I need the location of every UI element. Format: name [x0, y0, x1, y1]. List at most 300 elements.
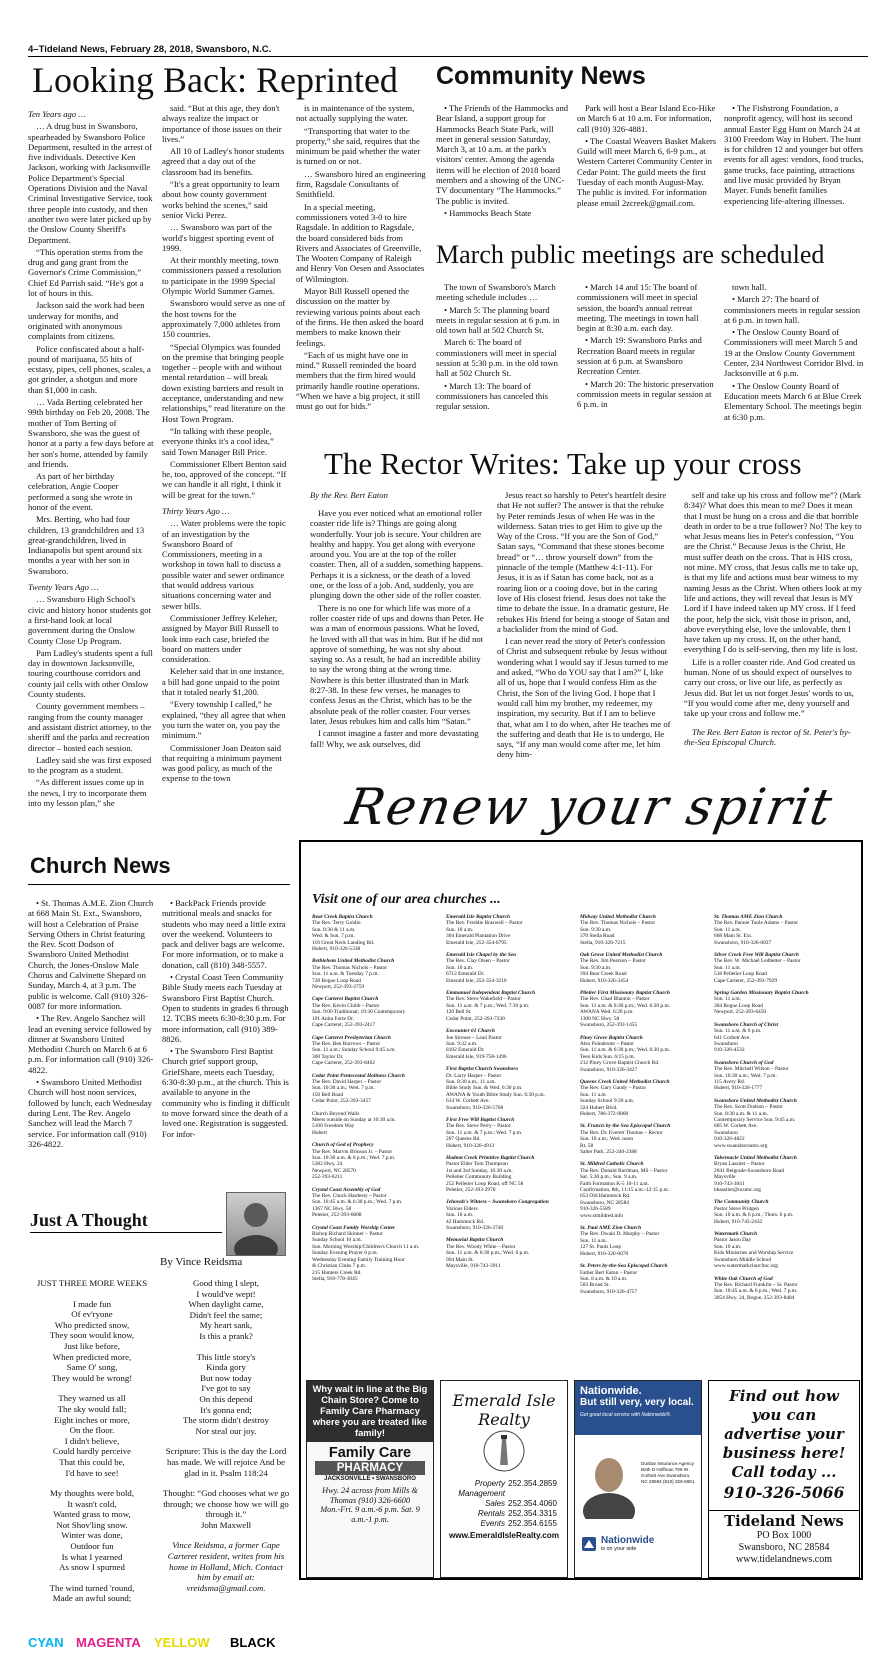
church-detail: Sun. 8 a.m. & 10 a.m. — [580, 1275, 628, 1282]
church-detail: The Rev. Chuck Hardesty – Pastor — [312, 1193, 387, 1200]
paragraph: Jesus react so harshly to Peter's heartfelt desire that He not suffer? The answer is that the rebuke by Peter reminds Jesus of when He was in the wilderness. Satan tries to get Him to give up the Way of the Cross. “If you are the Son of God,” Satan says, “Command that these stones become bread” or “… throw yourself down” from the pinnacle of the temple (Matthew 4:1-11). For Jesus, it is as if Satan has come back, not as a roaring lion or a cooing dove, but in the caring love of His closest friend. Jesus does not take the time to debate the issue. In a dramatic gesture, He rebukes His friend for being a stooge of Satan and a backslider from the mind of God. — [497, 490, 670, 634]
church-detail: AWANA Wed. 6:20 p.m. — [580, 1009, 634, 1016]
paragraph: • March 19: Swansboro Parks and Recreation Board meets in regular session at 6 p.m. at Swansboro Recreation Center. — [577, 335, 702, 377]
church-detail: Sun. 10 a.m. — [446, 964, 474, 971]
paragraph: Police confiscated about a half-pound of marijuana, 55 hits of ecstasy, pipes, cell phones, scales, a got grinder, a shotgun and more than $1,000 in cash. — [28, 343, 151, 395]
church-detail: 304 Bogue Loop Road — [714, 1002, 763, 1009]
church-listing — [312, 1111, 440, 1137]
realty-phone-label: Property Management — [458, 1479, 505, 1498]
church-detail: 1367 NC Hwy. 58 — [312, 1205, 352, 1212]
paragraph: In a special meeting, commissioners voted 3-0 to hire Ragsdale. In addition to Ragsdale, the board considered bids from Rivers and Associates of Greenville, The Wooten Company of Raleigh and Henry Von Oesen and Associates of Wilmington. — [296, 201, 425, 284]
church-name: Spring Garden Missionary Baptist Church — [714, 990, 809, 997]
paragraph: “In talking with these people, everyone thinks it's a cool idea,” said Town Manager Bill Price. — [162, 425, 274, 457]
church-listing — [312, 1187, 440, 1219]
church-name: Memorial Baptist Church — [446, 1237, 504, 1244]
church-detail: 653 Old Hammock Rd. — [580, 1193, 631, 1200]
church-news-col-2 — [162, 898, 290, 1141]
church-name: Swansboro Church of Christ — [714, 1021, 778, 1028]
tideland-logo: Tideland News — [709, 1510, 859, 1530]
church-detail: Rt. 58 — [580, 1142, 594, 1149]
church-detail: Sun. 9:32 a.m. — [446, 1040, 478, 1047]
paragraph: … Water problems were the topic of an investigation by the Swansboro Board of Commissioners, meeting in a workshop in town hall to discuss a possible water and sewer ordinance that would address various situations concerning water and sewer bills. — [162, 518, 286, 611]
church-listing — [446, 1066, 574, 1111]
church-detail: Cape Carteret, 252-393-2417 — [312, 1022, 376, 1029]
paragraph: “Transporting that water to the property,” she said, requires that the minimum be paid whether the water is turned on or not. — [296, 125, 421, 167]
paragraph: Pam Ladley's students spent a full day in downtown Jacksonville, touring courthouse corridors and county jail cells with other Onslow County students. — [28, 647, 153, 700]
march-meetings-title: March public meetings are scheduled — [436, 240, 825, 269]
church-name: Queens Creek United Methodist Church — [580, 1078, 670, 1085]
realty-url[interactable]: www.EmeraldIsleRealty.com — [448, 1531, 560, 1540]
realty-brand: Emerald Isle — [452, 1391, 556, 1410]
church-detail: Sun. 10 a.m. — [714, 1243, 742, 1250]
church-detail: www.stmildred.info — [580, 1212, 624, 1219]
church-detail: 910-326-4822 — [714, 1136, 745, 1143]
church-detail: The Rev. Clay Olsen – Pastor — [446, 958, 510, 965]
church-listing — [312, 958, 440, 990]
nationwide-slogan: is on your side — [601, 1546, 637, 1552]
church-name: First Baptist Church Swansboro — [446, 1066, 519, 1073]
church-detail: Sun. 9:30 a.m. — [580, 964, 612, 971]
church-detail: Cape Carteret, 252-393-8462 — [312, 1060, 376, 1067]
paragraph: Life is a roller coaster ride. And God created us human. None of us should expect of ourselves to carry our cross, or live our life, as perfectly as Jesus did. But let us not forget Jesus' words to us, “If you would come after me, deny yourself and take up your cross and follow me.” — [684, 656, 856, 719]
paragraph: • The Swansboro First Baptist Church grief support group, GriefShare, meets each Tuesday, 6:30-8:30 p.m., at the church. This is available to anyone in the community who is finding it difficult to move forward since the death of a loved one. Registration is suggested. For infor- — [162, 1046, 290, 1139]
church-name: Piletier First Missionary Baptist Church — [580, 990, 670, 997]
church-name: First Free Will Baptist Church — [446, 1116, 515, 1123]
church-detail: Sun. 11 a.m. — [714, 964, 741, 971]
paragraph: Vince Reidsma, a former Cape Carteret resident, writes from his home in Holland, Mich. Contact him by email at: vreidsma@gmail.com. — [167, 1540, 285, 1593]
church-detail: Sun. 9:30 a.m. — [580, 926, 612, 933]
church-detail: Joe Strouse – Lead Pastor — [446, 1034, 502, 1041]
paragraph: • The Friends of the Hammocks and Bear Island, a support group for Hammocks Beach State Park, will meet in general session Saturday, March 3, at 10 a.m. at the park's visitors' center. Among the agenda items will be election of 2018 board members and a showing of the UNC-TV documentary “The Hammocks.” The public is invited. — [436, 103, 569, 206]
paragraph: “It's a great opportunity to learn about how county government works behind the scenes,” said senior Vicki Perez. — [162, 179, 280, 220]
paragraph: … Vada Berting celebrated her 99th birthday on Feb 20, 2008. The mother of Tom Berting of Swansboro, she was the guest of honor at a party a few days before at her son's home, attended by family and friends. — [28, 397, 154, 469]
paragraph: “As different issues come up in the news, I try to incorporate them into my lesson plan,” she — [28, 777, 147, 808]
church-detail: Emerald Isle, 252-354-3210 — [446, 977, 507, 984]
church-name: Jehovah's Witness – Swansboro Congregation — [446, 1199, 549, 1206]
church-listing — [714, 914, 854, 946]
family-care-hours: Mon.-Fri. 9 a.m.-6 p.m. Sat. 9 a.m.-1 p.m. — [320, 1505, 420, 1524]
church-detail: The Rev. David Harper – Pastor — [312, 1078, 382, 1085]
church-listing — [312, 1225, 440, 1283]
church-detail: The Rev. Ben Burrows – Pastor — [312, 1040, 381, 1047]
paragraph: • The Coastal Weavers Basket Makers Guild will meet March 6, 6-9 p.m., at Western Carteret Community Center in Cedar Point. The guild meets the first Tuesday of each month August-May. The public is invited. For information please email 2zcreek@gmail.com. — [577, 135, 717, 208]
nationwide-brand: Nationwide — [601, 1535, 655, 1546]
realty-phone-row — [441, 1519, 567, 1529]
march-meetings-col-3 — [724, 282, 864, 424]
church-name: St. Mildred Catholic Church — [580, 1161, 644, 1168]
church-detail: Bryan Lassiter – Pastor — [714, 1161, 765, 1168]
church-detail: The Rev. Scott Dodson – Pastor — [714, 1104, 783, 1111]
paragraph: Thought: “God chooses what we go through; we choose how we will go through it.” John Maxwell — [162, 1488, 290, 1530]
church-name: Cape Carteret Baptist Church — [312, 996, 379, 1003]
church-detail: Sun. 10:45 a.m. & 6:30 p.m.; Wed. 7 p.m. — [312, 1199, 403, 1206]
church-name: Cape Carteret Presbyterian Church — [312, 1034, 391, 1041]
church-detail: Maysville, 910-743-3911 — [446, 1263, 501, 1270]
church-detail: Alex Poindexter – Pastor — [580, 1040, 635, 1047]
church-name: St. Peters by-the-Sea Episcopal Church — [580, 1263, 668, 1270]
church-listing — [312, 1073, 440, 1105]
church-listing — [580, 914, 708, 946]
paragraph: town hall. — [732, 282, 767, 292]
paragraph: • Crystal Coast Teen Community Bible Study meets each Tuesday at Swansboro First Baptist Church. Open to students in grades 6 through 12. TCBS meets 6:30-8:30 p.m. For more information, call (910) 389-8826. — [162, 972, 289, 1044]
church-detail: Sun. 10:45 a.m. & 6 p.m.; Wed. 7 p.m. — [714, 1288, 798, 1295]
paragraph: At their monthly meeting, town commissioners passed a resolution to participate in the 1999 Special Olympic World Summer Games. — [162, 255, 282, 297]
march-meetings-col-1 — [436, 282, 570, 414]
church-detail: The Rev. Dwain D. Murphy – Pastor — [580, 1231, 660, 1238]
reg-cyan: CYAN — [28, 1635, 64, 1650]
church-detail: Newport, 252-393-6450 — [714, 1009, 767, 1016]
church-detail: Meets outside on Sunday at 10:30 a.m. — [312, 1116, 396, 1123]
paragraph: All 10 of Ladley's honor students agreed that a day out of the classroom had its benefits. — [162, 146, 285, 177]
church-detail: Hubert — [312, 1129, 327, 1136]
church-detail: 101 Anita Forte Dr. — [312, 1015, 354, 1022]
paragraph: • St. Thomas A.M.E. Zion Church at 668 Main St. Ext., Swansboro, will host a Celebration of Praise Serving Others in Christ featuring the Rev. Scott Dodson of Swansboro United Methodist Church, the Jones-Onslow Male Chorus and Calvinette Shepard on Sunday, March 4, at 3 p.m. The public is welcome. Call (910) 326-0087 for more information. — [28, 898, 154, 1011]
church-detail: Hubert, 910-326-4913 — [446, 1142, 495, 1149]
directory-banner: Renew your spirit — [342, 778, 838, 836]
church-detail: 120 Bell St. — [446, 1009, 472, 1016]
church-detail: Kids Ministries and Worship Service — [714, 1250, 794, 1257]
church-detail: 150 Bell Road — [312, 1091, 344, 1098]
family-care-pharmacy: PHARMACY — [315, 1461, 425, 1475]
realty-phone-number[interactable]: 252.354.2859 — [508, 1479, 557, 1488]
paragraph: Mrs. Berting, who had four children, 13 grandchildren and 13 great-grandchildren, lived in Indianapolis but spent around six months a year with her son in Swansboro. — [28, 514, 145, 576]
church-detail: The Rev. W. Michael Ledbetter – Pastor — [714, 958, 801, 965]
paragraph: Twenty Years Ago … — [28, 582, 99, 593]
church-detail: Sun. 8:30 a.m., 11 a.m. — [446, 1078, 496, 1085]
church-detail: Sun. 8:30 a.m. & 11 a.m. — [714, 1110, 769, 1117]
looking-back-col-3 — [296, 103, 426, 414]
church-detail: Sun. Morning Worship/Children's Church 11 a.m. — [312, 1243, 420, 1250]
paragraph: Ten Years ago … — [28, 109, 86, 119]
paragraph: … Swansboro hired an engineering firm, Ragsdale Consultants of Smithfield. — [296, 168, 426, 200]
church-detail: The Rev. Dr. Everett Thomas – Rector — [580, 1129, 663, 1136]
nationwide-tagline: Get great local service with Nationwide®. — [580, 1412, 672, 1418]
realty-phone-number[interactable]: 252.354.6155 — [508, 1519, 557, 1528]
rector-byline: By the Rev. Bert Eaton — [310, 490, 388, 500]
church-detail: 518 Pelletier Loop Road — [714, 971, 767, 978]
paragraph: Swansboro would serve as one of the host towns for the approximately 7,000 athletes from 150 countries. — [162, 298, 286, 340]
paragraph: There is no one for which life was more of a roller coaster ride of ups and downs than Peter. He was a man of enormous passions. What he loved, he loved with all that was in him. But if he did not approve of something, he was not shy about saying so. As a result, he had an incredible ability to say the wrong thing at the wrong time. Nowhere is this better illustrated than in Mark 8:27-38. In these few verses, he manages to confess Jesus as the Christ, which has to be the absolute peak of the roller coaster. Four verses later, Jesus rebukes him and calls him “Satan.” — [310, 602, 484, 726]
reg-magenta: MAGENTA — [76, 1635, 141, 1650]
church-listing — [446, 990, 574, 1022]
thought-rule — [30, 1232, 222, 1233]
church-name: Bear Creek Baptist Church — [312, 914, 373, 920]
church-name: Midway United Methodist Church — [580, 914, 656, 920]
paragraph: The wind turned 'round, Made an awful sound; — [49, 1582, 135, 1604]
paragraph: Have you ever noticed what an emotional roller coaster ride life is? Things are going along wonderfully. Your job is secure. Your children are healthy and happy. You get along with everyone around you. You are at the top of the roller coaster. Then, all of a sudden, something happens. Perhaps it is a sickness, or the death of a loved one, or the loss of a job. And, suddenly, you are plunging down the other side of the roller coaster. — [310, 508, 483, 601]
reg-black: BLACK — [230, 1635, 276, 1650]
poem-col-2 — [162, 1278, 290, 1603]
nationwide-ad[interactable] — [574, 1380, 702, 1578]
paragraph: JUST THREE MORE WEEKS — [36, 1278, 148, 1288]
church-name: Encounter 61 Church — [446, 1028, 495, 1035]
church-name: Bethlehem United Methodist Church — [312, 958, 395, 965]
church-news-rule — [28, 884, 290, 885]
church-detail: Hubert, 786-372-9860 — [580, 1110, 629, 1117]
church-name: Church of God of Prophecy — [312, 1142, 374, 1149]
paragraph: The Rev. Bert Eaton is rector of St. Peter's by-the-Sea Episcopal Church. — [684, 726, 851, 747]
church-listing — [446, 1028, 574, 1060]
church-detail: 1st and 3rd Sunday, 10:30 a.m. — [446, 1167, 513, 1174]
church-detail: Hubert, 910-326-5338 — [312, 946, 361, 953]
paragraph: “Every township I called,” he explained, “they all agree that when you turn the water on, you pay the minimum.” — [162, 699, 286, 741]
looking-back-title: Looking Back: Reprinted — [32, 60, 398, 100]
church-listing — [714, 990, 854, 1016]
tideland-url[interactable]: www.tidelandnews.com — [736, 1554, 832, 1565]
church-detail: 641 Corbett Ave. — [714, 1034, 751, 1041]
church-listing — [580, 1161, 708, 1219]
church-detail: Bible Study Sun. & Wed. 6:30 p.m. — [446, 1085, 523, 1092]
paragraph: • Hammocks Beach State — [444, 207, 532, 218]
directory-col-1 — [312, 914, 440, 1288]
realty-phone-row — [441, 1509, 567, 1519]
paragraph: Good thing I slept, I would've wept! When daylight came, Didn't feel the same; My heart sank, Is this a prank? — [188, 1278, 264, 1341]
church-listing — [714, 1199, 854, 1225]
agent-photo — [581, 1449, 637, 1519]
church-listing — [714, 1276, 854, 1302]
church-name: Swansboro Church of God — [714, 1059, 774, 1066]
paragraph: Commissioner Joan Deaton said that requiring a minimum payment was good policy, as much of the expense to the town — [162, 742, 282, 784]
paragraph: • March 27: The board of commissioners meets in regular session at 6 p.m. in town hall. — [724, 294, 861, 325]
paragraph: As part of her birthday celebration, Angie Cooper performed a song she wrote in honor of the event. — [28, 471, 133, 512]
church-detail: Swansboro, 910-326-5768 — [446, 1104, 504, 1111]
church-listing — [312, 1142, 440, 1180]
church-detail: 2041 Belgrade-Swansboro Road — [714, 1167, 785, 1174]
realty-phone-number[interactable]: 252.354.3315 — [508, 1509, 557, 1518]
church-detail: Swansboro, 910-326-4757 — [580, 1288, 638, 1295]
church-detail: 394 Bear Creek Road — [580, 971, 627, 978]
paragraph: • BackPack Friends provide nutritional meals and snacks for students who may need a little extra over the weekend. Volunteers to pack and deliver bags are welcome. For more information, or to make a donation, call (810) 348-5557. — [162, 898, 286, 970]
realty-phone-row — [441, 1479, 567, 1499]
emerald-isle-realty-ad[interactable] — [440, 1380, 568, 1578]
church-detail: The Rev. Pannie Toole Adams – Pastor — [714, 920, 799, 927]
church-detail: Sun. 10 a.m. — [446, 926, 474, 933]
church-detail: 910-326-4532 — [714, 1047, 745, 1054]
church-detail: 215 Hunters Creek Rd. — [312, 1269, 362, 1276]
church-detail: Dr. Larry Harper – Pastor — [446, 1072, 502, 1079]
church-listing — [312, 996, 440, 1028]
tideland-advertise-ad[interactable] — [708, 1380, 860, 1578]
rector-title: The Rector Writes: Take up your cross — [324, 446, 802, 481]
church-detail: Swansboro — [714, 1129, 738, 1136]
church-detail: 324 Hubert Blvd. — [580, 1104, 618, 1111]
church-detail: Sun. 11 a.m. — [714, 926, 741, 933]
church-detail: Swansboro, 252-393-1455 — [580, 1022, 638, 1029]
church-detail: The Rev. Freddie Braswell – Pastor — [446, 920, 523, 927]
church-name: St. Francis by the Sea Episcopal Church — [580, 1123, 671, 1130]
church-listing — [580, 1263, 708, 1295]
paragraph: I made fun Of ev'ryone Who predicted snow, They soon would know, Just like before, When predicted more, Same O' song, They would be wrong! — [49, 1298, 135, 1383]
church-detail: Sun. 11 a.m. & 6 p.m. — [714, 1028, 762, 1035]
church-detail: 614 W. Corbett Ave. — [446, 1098, 490, 1105]
church-detail: 252 Pelletier Loop Road, off NC 58 — [446, 1180, 524, 1187]
march-meetings-col-2 — [577, 282, 717, 412]
church-detail: Various Elders — [446, 1205, 478, 1212]
church-detail: 42 Hammock Rd. — [446, 1218, 485, 1225]
church-detail: Swansboro, 910-326-3427 — [580, 1066, 638, 1073]
church-name: Tabernacle United Methodist Church — [714, 1155, 797, 1161]
church-detail: Hubert, 910-326-3454 — [580, 977, 629, 984]
church-detail: Pastor Steve Pridgen — [714, 1205, 759, 1212]
church-detail: The Rev. Gary Gandy – Pastor — [580, 1085, 647, 1092]
paragraph: Scripture: This is the day the Lord has made. We will rejoice And be glad in it. Psalm 118:24 — [165, 1446, 287, 1478]
looking-back-col-1 — [28, 103, 154, 810]
paragraph: County government members – ranging from the county manager and assistant district attorney, to the sheriff and the parks and recreation director – hosted each session. — [28, 701, 152, 753]
church-detail: Sun. 10:30 a.m. & 6 p.m.; Wed. 7 p.m. — [312, 1155, 396, 1161]
realty-phone-number[interactable]: 252.354.4060 — [508, 1499, 557, 1508]
person-icon — [227, 1193, 285, 1255]
paragraph: • The Onslow County Board of Education meets March 6 at Blue Creek Elementary School. The meetings begin at 6:30 p.m. — [724, 380, 862, 422]
church-detail: Pelletier Community Building — [446, 1174, 512, 1181]
church-detail: Stella, 910-778-3045 — [312, 1275, 358, 1282]
church-detail: The Rev. Chad Blanton – Pastor — [580, 996, 650, 1003]
church-detail: Contemporary Service Sun. 9:45 a.m. — [714, 1116, 796, 1123]
church-detail: Father Bert Eaton – Pastor — [580, 1269, 638, 1276]
church-listing — [580, 990, 708, 1028]
church-name: Oak Grove United Methodist Church — [580, 952, 663, 959]
church-detail: AWANA & Youth Bible Study Sun. 6:30 p.m. — [446, 1091, 545, 1098]
church-listing — [580, 1035, 708, 1073]
church-detail: Sun. 11 a.m. & 6:30 p.m.; Wed. 6 p.m. — [446, 1250, 530, 1257]
church-detail: Sun. 10 a.m. & 6 p.m.; Thurs. 6 p.m. — [714, 1212, 794, 1219]
church-detail: Sun. 9:00 Traditional; 10:30 Contemporary — [312, 1009, 406, 1016]
church-detail: Peletier, 252-393-6808 — [312, 1212, 362, 1219]
just-a-thought-title: Just A Thought — [30, 1210, 148, 1230]
church-detail: The Rev. Mitchell Wilson – Pastor — [714, 1066, 789, 1073]
church-detail: Peletier, 252-393-2976 — [446, 1187, 496, 1194]
church-detail: Sun. 11 a.m. — [580, 1091, 607, 1098]
realty-brand-2: Realty — [478, 1410, 530, 1429]
paragraph: … A drug bust in Swansboro, spearheaded by Swansboro Police Department, resulted in the arrest of five individuals. Detective Ken Jackson, working with Jacksonville Police Department's Special Operations Division and the Naval Criminal Investigative Service, took three people into custody, and then another two were later picked up by the Onslow County Sheriff's Department. — [28, 121, 153, 245]
church-detail: www.watermarkchurchnc.org — [714, 1263, 778, 1270]
church-detail: 668 Main St. Ext. — [714, 933, 753, 940]
paragraph: Commissioner Elbert Benton said he, too, approved of the concept. “If we can handle it all right, I think it will be great for the town.” — [162, 458, 287, 500]
church-detail: The Rev. Thomas Nichols – Pastor — [312, 964, 388, 971]
church-detail: The Rev. Steve Wakefield – Pastor — [446, 996, 521, 1003]
paragraph: Jackson said the work had been underway for months, and originated with anonymous complaints from citizens. — [28, 300, 145, 342]
directory-col-4 — [714, 914, 854, 1307]
church-detail: 665 W. Corbett Ave. — [714, 1123, 758, 1130]
rector-col-1 — [310, 508, 484, 751]
tideland-city: Swansboro, NC 28584 — [738, 1542, 830, 1553]
church-detail: The Rev. Marvin Brinson Jr. – Pastor — [312, 1148, 393, 1155]
nationwide-eagle-icon — [581, 1536, 597, 1552]
church-detail: 3054 Hwy. 24, Bogue, 252-393-8484 — [714, 1294, 795, 1301]
church-detail: 300 Taylor Dr. — [312, 1053, 344, 1060]
church-listing — [312, 1035, 440, 1067]
church-listing — [580, 1123, 708, 1155]
nationwide-agent: Dunbar Insurance Agency Beth D Hoffman 706 W Corbett Ave Swansboro, NC 28584 (910) 326-5861 — [641, 1461, 695, 1484]
family-care-locations: JACKSONVILLE • SWANSBORO — [324, 1476, 416, 1482]
church-detail: 115 Avery Rd. — [714, 1078, 745, 1085]
church-news-title: Church News — [30, 853, 171, 878]
paragraph: Mayor Bill Russell opened the discussion on the matter by reviewing various points about each of the firms. He then asked the board members to make known their feelings. — [296, 286, 424, 348]
church-listing — [446, 914, 574, 946]
paragraph: Thirty Years Ago … — [162, 505, 230, 516]
church-detail: Swansboro, NC 28584 — [580, 1199, 629, 1206]
church-detail: 127 St. Pauls Loop — [580, 1244, 622, 1251]
church-listing — [446, 1155, 574, 1193]
church-detail: Swansboro, 910-326-0037 — [714, 939, 772, 946]
church-detail: 304 Emerald Plantation Drive — [446, 933, 511, 940]
church-detail: Maysville — [714, 1174, 736, 1181]
church-detail: Sunday Evening Prayer 6 p.m. — [312, 1250, 378, 1257]
paragraph: … Swansboro was part of the world's biggest sporting event of 1999. — [162, 222, 275, 253]
church-detail: Sun. 10 a.m. — [446, 1212, 474, 1219]
page-folio: 4–Tideland News, February 28, 2018, Swansboro, N.C. — [28, 44, 272, 55]
church-detail: Sun. 11 a.m. & Tuesday 7 p.m. — [312, 971, 379, 978]
church-name: Watermark Church — [714, 1231, 758, 1238]
church-detail: Emerald Isle, 252-354-6795 — [446, 939, 507, 946]
paragraph: … Swansboro High School's civic and history honor students got a first-hand look at local government during the Onslow County Close Up Program. — [28, 594, 151, 646]
church-news-col-1 — [28, 898, 154, 1151]
realty-phone-label: Sales — [484, 1499, 505, 1508]
church-detail: 370 Stella Road — [580, 933, 615, 940]
church-detail: 5100 Freedom Way — [312, 1123, 355, 1130]
church-listing — [714, 1155, 854, 1193]
nationwide-headline: Nationwide. — [580, 1385, 642, 1397]
church-detail: Sun. 10 a.m.; Wed. noon — [580, 1136, 634, 1143]
paragraph: I cannot imagine a faster and more devastating fall! Why, we ask ourselves, did — [310, 728, 479, 749]
church-listing — [714, 1060, 854, 1092]
church-detail: The Rev. Steve Perry – Pastor — [446, 1123, 511, 1130]
church-detail: 116 Great Neck Landing Rd. — [312, 939, 375, 946]
church-detail: The Rev. Donald Burdman, MS – Pastor — [580, 1167, 668, 1174]
paragraph: • The Fishstrong Foundation, a nonprofit agency, will host its second annual Easter Egg Hunt on March 24 at 3100 Freedom Way in Hubert. The hunt is for children 12 and younger but offers events for all ages: vendors, food trucks, game trucks, face painting, attractions and live music provided by Bryan Mayer. Funds benefit families experiencing life-altering illnesses. — [724, 103, 864, 206]
church-listing — [446, 1237, 574, 1269]
church-name: The Community Church — [714, 1199, 769, 1206]
church-detail: Cedar Point, 252-393-7330 — [446, 1015, 505, 1022]
church-listing — [714, 1231, 854, 1269]
church-detail: Swansboro — [714, 1040, 738, 1047]
family-care-ad[interactable] — [306, 1380, 434, 1578]
church-detail: Sunday School 10 a.m. — [312, 1237, 362, 1244]
church-detail: Sun. 11 a.m. — [714, 996, 741, 1003]
advertise-phone[interactable]: 910-326-5066 — [723, 1483, 845, 1502]
paragraph: “Each of us might have one in mind.” Russell reminded the board members that the firm hired would primarily handle routine operations. “When we have a big project, it still must go out for bids.” — [296, 349, 421, 412]
church-detail: Sun. 8:30 & 11 a.m. — [312, 926, 356, 933]
church-detail: 910-326-5589 — [580, 1206, 611, 1213]
church-detail: 207 Queens Rd. — [446, 1136, 481, 1143]
church-detail: Hubert, 910-326-6070 — [580, 1250, 629, 1257]
church-detail: 503 Broad St. — [580, 1282, 610, 1289]
church-detail: Sun. 11 a.m. & 6:30 p.m.; Wed. 6:30 p.m. — [580, 1047, 671, 1054]
church-name: White Oak Church of God — [714, 1275, 773, 1282]
church-detail: Pastor Jason Day — [714, 1237, 752, 1244]
church-name: Cedar Point Pentecostal Holiness Church — [312, 1072, 405, 1079]
looking-back-col-2 — [162, 103, 288, 786]
lighthouse-icon — [441, 1429, 567, 1475]
church-listing — [446, 1199, 574, 1231]
church-name: St. Thomas AME Zion Church — [714, 914, 783, 920]
paragraph: Park will host a Bear Island Eco-Hike on March 6 at 10 a.m. For information, call (910) 326-4881. — [577, 103, 716, 134]
rector-col-3 — [684, 490, 862, 749]
community-news-col-3 — [724, 103, 864, 208]
church-detail: 8102 Emerald Dr. — [446, 1047, 485, 1054]
church-detail: The Rev. Jim Pearson – Pastor — [580, 958, 646, 965]
church-name: Crystal Coast Family Worship Center — [312, 1224, 396, 1231]
church-detail: Cape Carteret, 252-393-7929 — [714, 977, 778, 984]
church-name: Emmanuel Independent Baptist Church — [446, 990, 536, 997]
church-detail: Sun. 11 a.m. & 7 p.m.; Wed. 7 p.m. — [446, 1129, 523, 1136]
church-detail: Swansboro Middle School — [714, 1256, 772, 1263]
paragraph: My thoughts were bold, It wasn't cold, Wanted grass to mow, Not Shov'ling snow. Winter was done, Outdoor fun Is what I yearned As snow I spurned — [49, 1488, 135, 1573]
church-detail: Hubert, 910-743-2432 — [714, 1218, 763, 1225]
paragraph: • The Rev. Angelo Sanchez will lead an evening service followed by dinner at Swansboro United Methodist Church on March 6 at 6 p.m. For information call (910) 326-4822. — [28, 1013, 154, 1075]
realty-phone-row — [441, 1499, 567, 1509]
rector-col-2 — [497, 490, 671, 762]
directory-subtitle: Visit one of our area churches ... — [312, 892, 501, 907]
